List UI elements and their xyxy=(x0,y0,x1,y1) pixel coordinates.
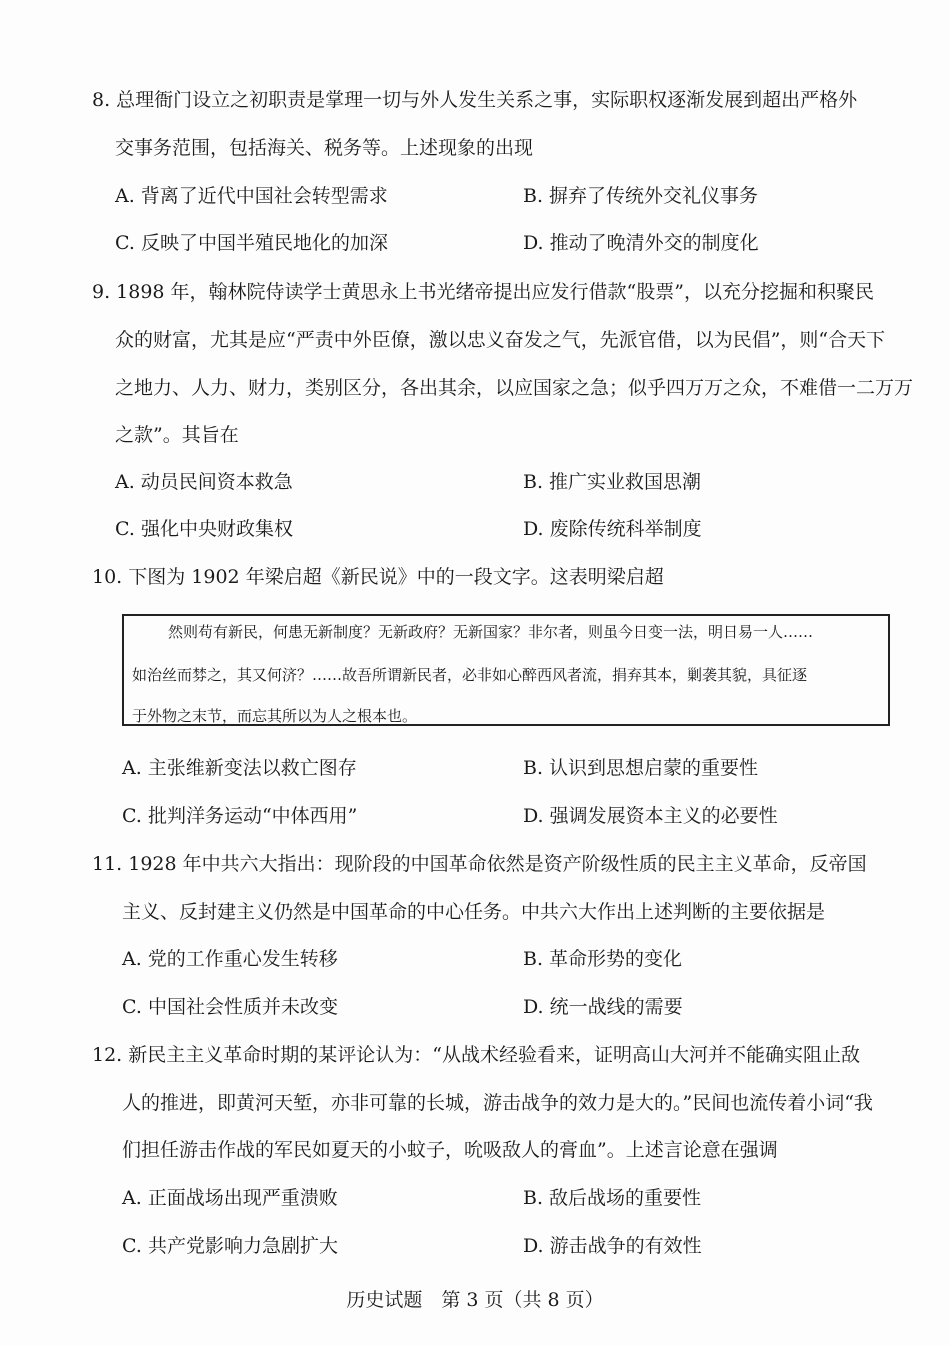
option-12b: B. 敌后战场的重要性 xyxy=(523,1187,702,1209)
option-11c: C. 中国社会性质并未改变 xyxy=(122,996,338,1018)
question-12-line-3: 们担任游击作战的军民如夏天的小蚊子，吮吸敌人的膏血”。上述言论意在强调 xyxy=(122,1139,778,1161)
option-12c: C. 共产党影响力急剧扩大 xyxy=(122,1235,338,1257)
option-9a: A. 动员民间资本救急 xyxy=(115,471,293,493)
option-9d: D. 废除传统科举制度 xyxy=(523,518,702,540)
option-11a: A. 党的工作重心发生转移 xyxy=(122,948,338,970)
question-11-line-1: 11. 1928 年中共六大指出：现阶段的中国革命依然是资产阶级性质的民主主义革命，反帝国 xyxy=(92,853,867,875)
option-8a: A. 背离了近代中国社会转型需求 xyxy=(115,185,388,207)
option-8c: C. 反映了中国半殖民地化的加深 xyxy=(115,232,388,254)
option-10b: B. 认识到思想启蒙的重要性 xyxy=(523,757,759,779)
question-9-line-4: 之款”。其旨在 xyxy=(115,424,239,446)
page-footer: 历史试题 第 3 页（共 8 页） xyxy=(346,1289,604,1311)
question-11-line-2: 主义、反封建主义仍然是中国革命的中心任务。中共六大作出上述判断的主要依据是 xyxy=(122,901,826,923)
question-8-line-2: 交事务范围，包括海关、税务等。上述现象的出现 xyxy=(115,137,534,159)
question-9-line-1: 9. 1898 年，翰林院侍读学士黄思永上书光绪帝提出应发行借款“股票”，以充分挖掘和积聚民 xyxy=(92,281,874,303)
question-10-line-1: 10. 下图为 1902 年梁启超《新民说》中的一段文字。这表明梁启超 xyxy=(92,566,664,588)
question-12-line-1: 12. 新民主主义革命时期的某评论认为：“从战术经验看来，证明高山大河并不能确实阻止敌 xyxy=(92,1044,860,1066)
option-12d: D. 游击战争的有效性 xyxy=(523,1235,702,1257)
question-12-line-2: 人的推进，即黄河天堑，亦非可靠的长城，游击战争的效力是大的。”民间也流传着小词“我 xyxy=(122,1092,873,1114)
option-8b: B. 摒弃了传统外交礼仪事务 xyxy=(523,185,759,207)
quote-box xyxy=(122,614,890,726)
option-11b: B. 革命形势的变化 xyxy=(523,948,683,970)
option-9c: C. 强化中央财政集权 xyxy=(115,518,293,540)
option-12a: A. 正面战场出现严重溃败 xyxy=(122,1187,338,1209)
option-10d: D. 强调发展资本主义的必要性 xyxy=(523,805,778,827)
option-10c: C. 批判洋务运动“中体西用” xyxy=(122,805,358,827)
quote-line-1: 然则苟有新民，何患无新制度？无新政府？无新国家？非尔者，则虽今日变一法，明日易一人…… xyxy=(168,623,814,641)
quote-line-3: 于外物之末节，而忘其所以为人之根本也。 xyxy=(132,707,418,725)
question-9-line-3: 之地力、人力、财力，类别区分，各出其余，以应国家之急；似乎四万万之众，不难借一二万万 xyxy=(115,377,914,399)
option-10a: A. 主张维新变法以救亡图存 xyxy=(122,757,357,779)
option-11d: D. 统一战线的需要 xyxy=(523,996,683,1018)
option-8d: D. 推动了晚清外交的制度化 xyxy=(523,232,759,254)
quote-line-2: 如治丝而棼之，其又何济？……故吾所谓新民者，必非如心醉西风者流，捐弃其本，剿袭其貌，具征逐 xyxy=(132,666,808,684)
question-9-line-2: 众的财富，尤其是应“严责中外臣僚，激以忠义奋发之气，先派官借，以为民倡”，则“合天下 xyxy=(115,329,886,351)
question-8-line-1: 8. 总理衙门设立之初职责是掌理一切与外人发生关系之事，实际职权逐渐发展到超出严格外 xyxy=(92,89,858,111)
option-9b: B. 推广实业救国思潮 xyxy=(523,471,702,493)
